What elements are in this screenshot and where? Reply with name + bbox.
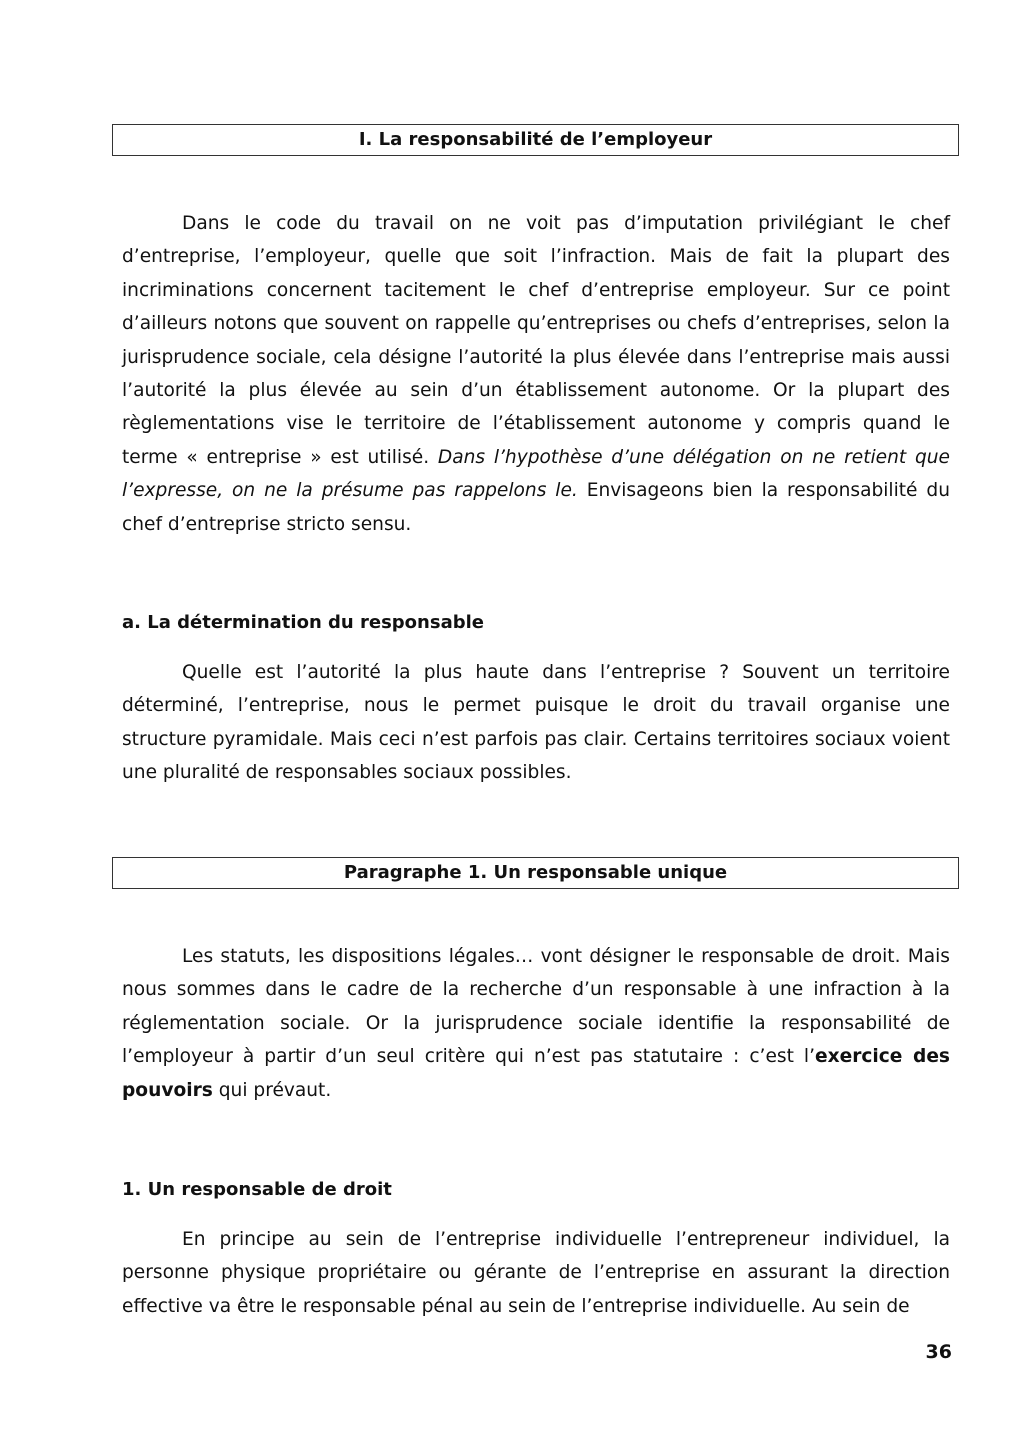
subsection-1-title: 1. Un responsable de droit xyxy=(122,1179,392,1200)
paragraph-heading: Paragraphe 1. Un responsable unique xyxy=(112,857,959,889)
subsection-1-paragraph xyxy=(122,1223,950,1323)
subsection-a-title: a. La détermination du responsable xyxy=(122,612,484,633)
paragraph-1-text-end: qui prévaut. xyxy=(212,1079,332,1101)
paragraph-1-text: Les statuts, les dispositions légales… vont désigner le responsable de droit. Mais nous sommes dans le cadre de la recherche d’un responsable à une infraction à la réglementation sociale. Or la jurisprudence sociale identifie la responsabilité de l’employeur à partir d’un seul critère qui n’est pas statutaire : c’est l’ xyxy=(122,946,950,1068)
intro-paragraph xyxy=(122,207,950,541)
intro-italic-text: Dans l’hypothèse d’une délégation on ne retient que l’expresse, on ne la présume pas rappelons le. xyxy=(122,446,950,502)
subsection-a-text: Quelle est l’autorité la plus haute dans l’entreprise ? Souvent un territoire déterminé, l’entreprise, nous le permet puisque le droit du travail organise une structure pyramidale. Mais ceci n’est parfois pas clair. Certains territoires sociaux voient une pluralité de responsables sociaux possibles. xyxy=(122,662,950,784)
section-heading: I. La responsabilité de l’employeur xyxy=(112,124,959,156)
paragraph-1-bold-text: exercice des pouvoirs xyxy=(122,1046,950,1101)
paragraph-1-body xyxy=(122,940,950,1107)
page-number: 36 xyxy=(925,1341,952,1363)
intro-text: Dans le code du travail on ne voit pas d’imputation privilégiant le chef d’entreprise, l’employeur, quelle que soit l’infraction. Mais de fait la plupart des incriminations concernent tacitement le chef d’entreprise employeur. Sur ce point d’ailleurs notons que souvent on rappelle qu’entreprises ou chefs d’entreprises, selon la jurisprudence sociale, cela désigne l’autorité la plus élevée dans l’entreprise mais aussi l’autorité la plus élevée au sein d’un établissement autonome. Or la plupart des règlementations vise le territoire de l’établissement autonome y compris quand le terme « entreprise » est utilisé. xyxy=(122,213,950,468)
subsection-1-text: En principe au sein de l’entreprise individuelle l’entrepreneur individuel, la personne physique propriétaire ou gérante de l’entreprise en assurant la direction effective va être le responsable pénal au sein de l’entreprise individuelle. Au sein de xyxy=(122,1229,950,1317)
intro-text-end: Envisageons bien la responsabilité du chef d’entreprise stricto sensu. xyxy=(122,480,950,535)
subsection-a-paragraph xyxy=(122,656,950,790)
